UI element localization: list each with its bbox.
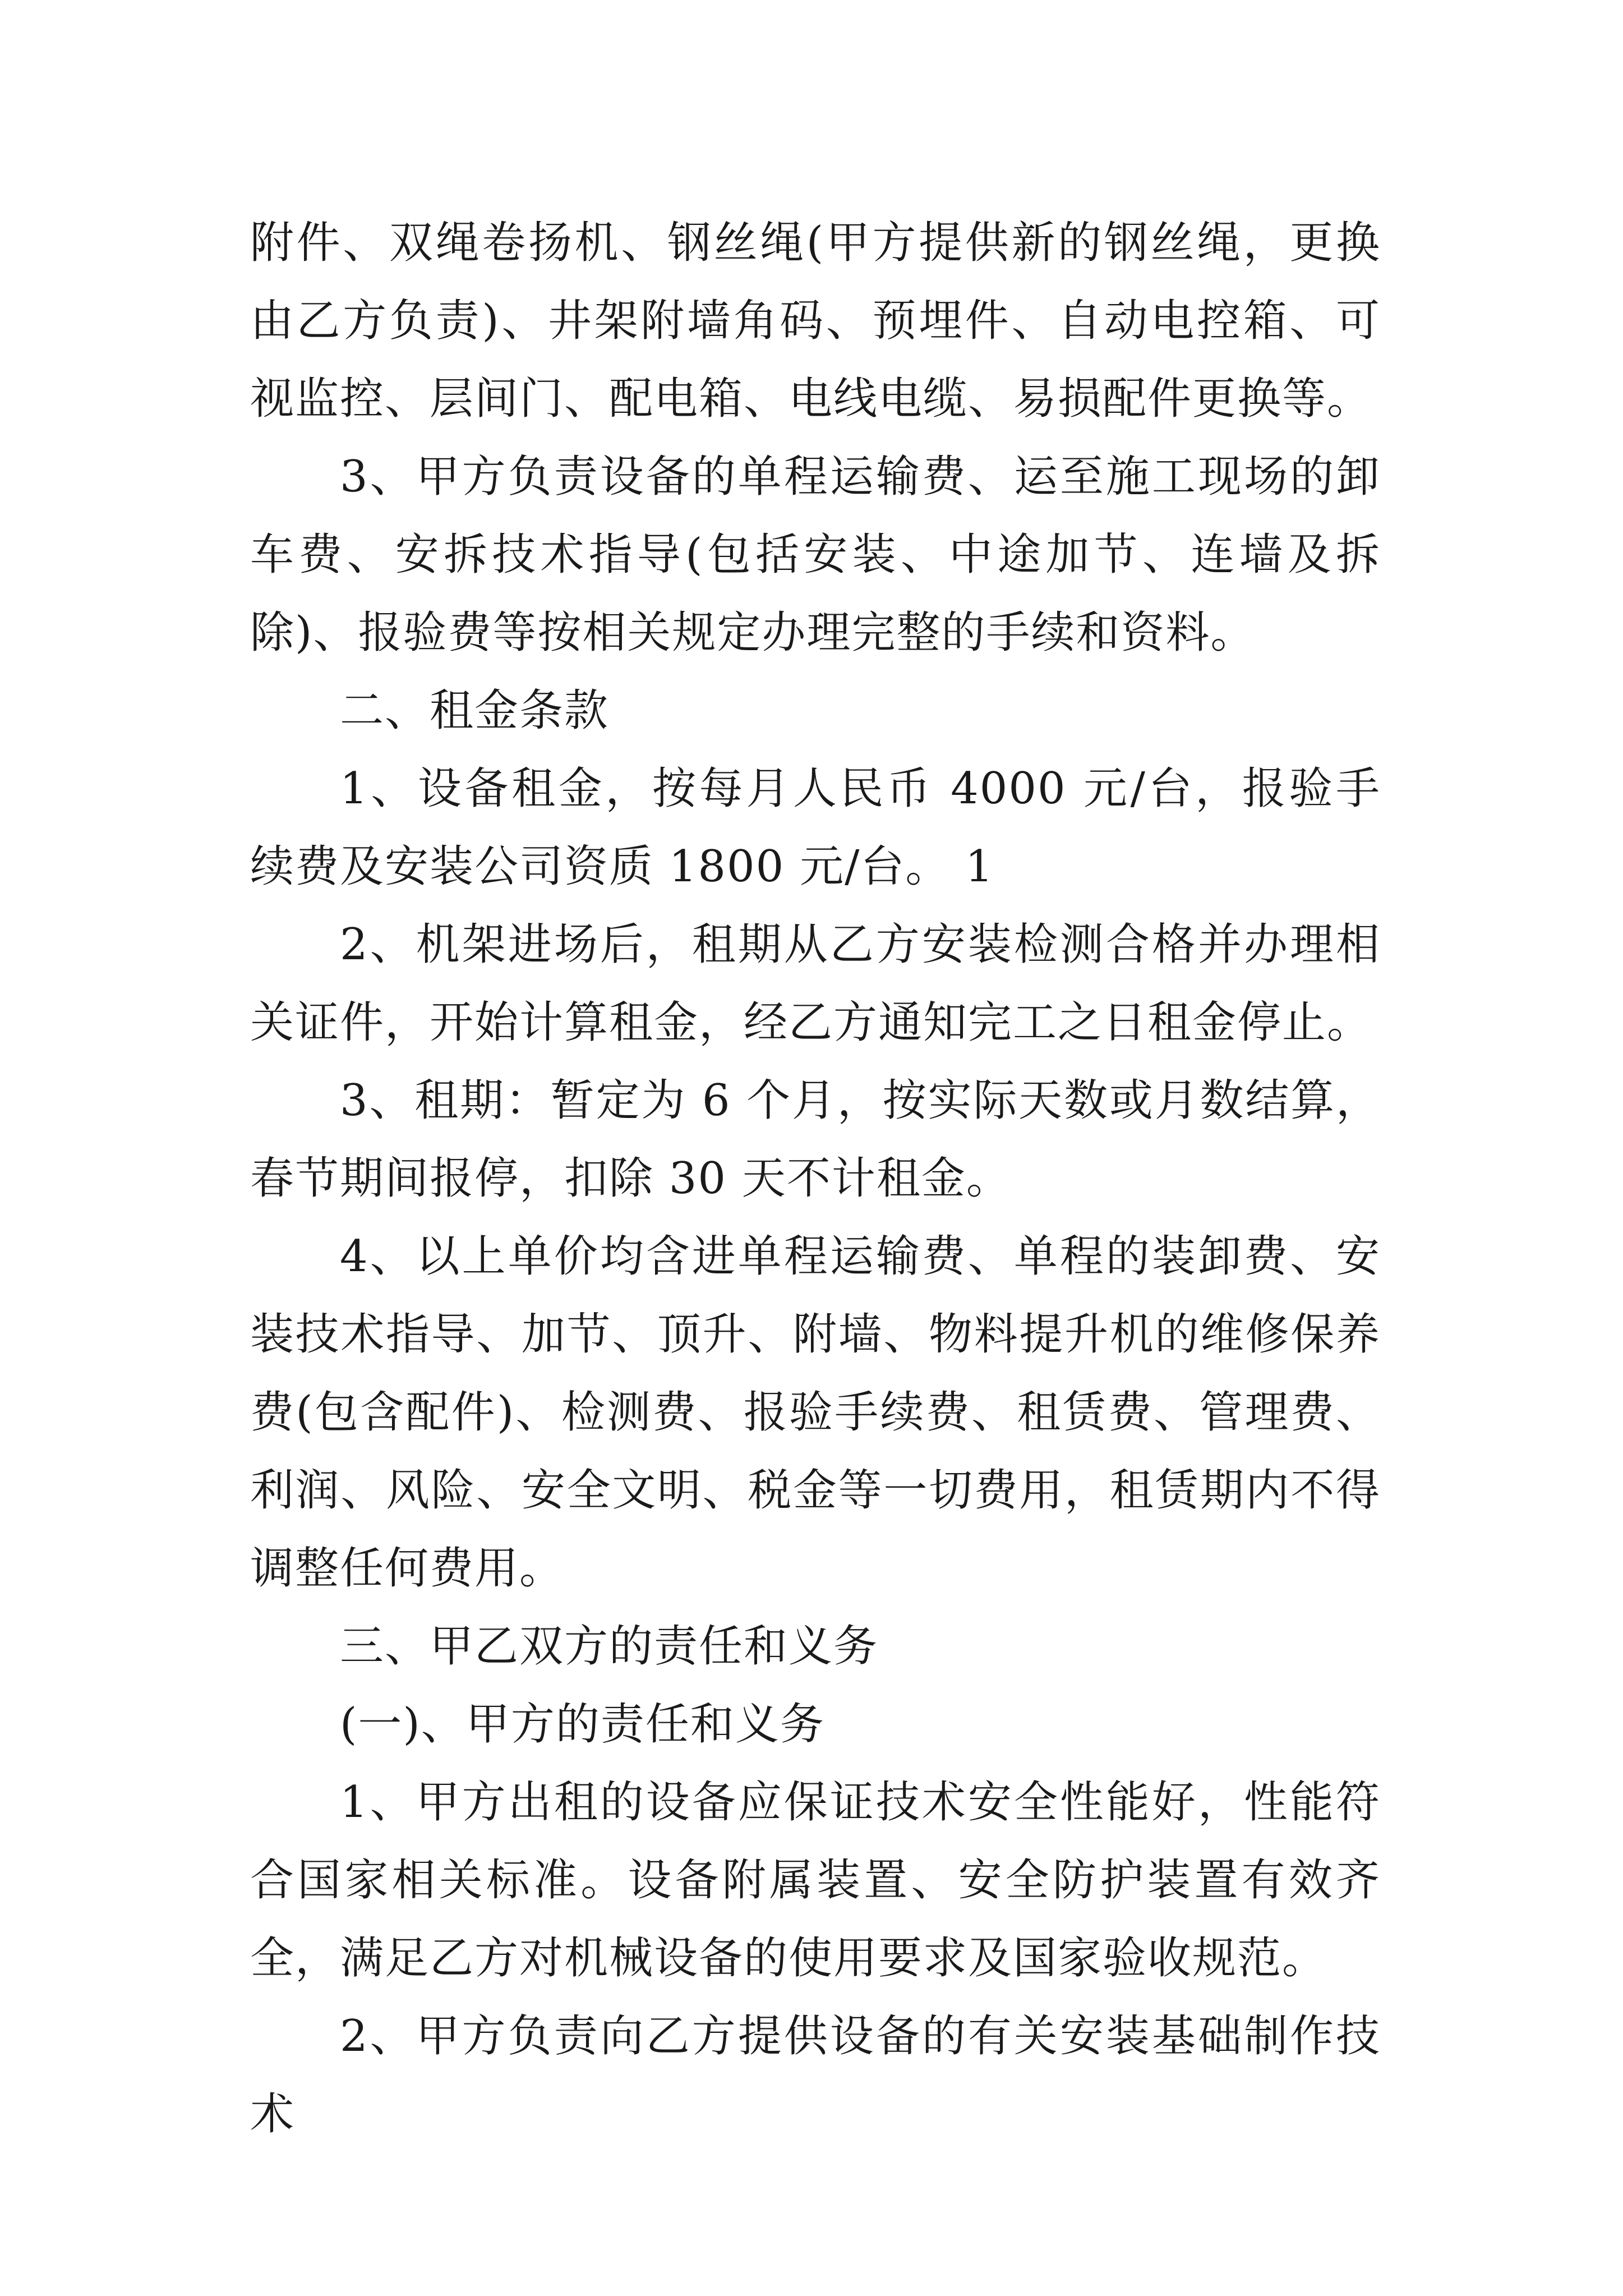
paragraph-clause-3-2: 2、甲方负责向乙方提供设备的有关安装基础制作技术 bbox=[250, 2011, 1381, 2139]
paragraph-clause-2-2: 2、机架进场后，租期从乙方安装检测合格并办理相关证件，开始计算租金，经乙方通知完工之日租金停止。 bbox=[250, 919, 1381, 1048]
paragraph-clause-3-1: 1、甲方出租的设备应保证技术安全性能好，性能符合国家相关标准。设备附属装置、安全防护装置有效齐全，满足乙方对机械设备的使用要求及国家验收规范。 bbox=[250, 1777, 1381, 1984]
paragraph-clause-2-4: 4、以上单价均含进单程运输费、单程的装卸费、安装技术指导、加节、顶升、附墙、物料提升机的维修保养费(包含配件)、检测费、报验手续费、租赁费、管理费、利润、风险、安全文明、税金等一切费用，租赁期内不得调整任何费用。 bbox=[250, 1231, 1381, 1594]
section-heading-rent: 二、租金条款 bbox=[340, 685, 610, 736]
paragraph-clause-2-1: 1、设备租金，按每月人民币 4000 元/台，报验手续费及安装公司资质 1800 元/台。 1 bbox=[250, 763, 1381, 892]
paragraph-clause-1-3: 3、甲方负责设备的单程运输费、运至施工现场的卸车费、安拆技术指导(包括安装、中途加节、连墙及拆除)、报验费等按相关规定办理完整的手续和资料。 bbox=[250, 452, 1381, 658]
document-body bbox=[250, 204, 1381, 2154]
paragraph-continued: 附件、双绳卷扬机、钢丝绳(甲方提供新的钢丝绳，更换由乙方负责)、井架附墙角码、预埋件、自动电控箱、可视监控、层间门、配电箱、电线电缆、易损配件更换等。 bbox=[250, 218, 1381, 424]
section-heading-responsibilities: 三、甲乙双方的责任和义务 bbox=[340, 1621, 879, 1672]
paragraph-clause-2-3: 3、租期：暂定为 6 个月，按实际天数或月数结算，春节期间报停，扣除 30 天不计租金。 bbox=[250, 1075, 1381, 1204]
subsection-heading-party-a: (一)、甲方的责任和义务 bbox=[340, 1699, 825, 1750]
